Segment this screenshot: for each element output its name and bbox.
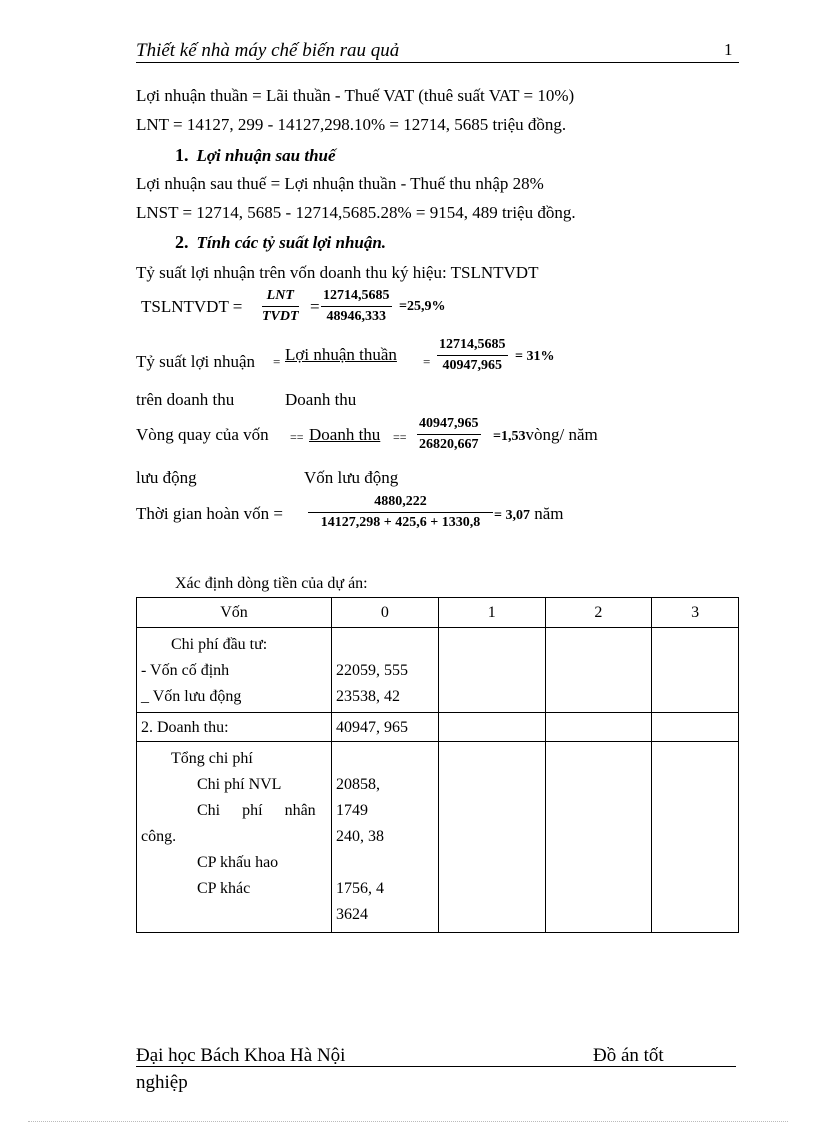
table-cell: [545, 742, 652, 933]
formula4-lhs: Thời gian hoàn vốn =: [136, 504, 283, 523]
table-cell: [331, 713, 438, 742]
table-header-row: [137, 598, 739, 628]
cell-line: 23538, 42: [335, 688, 400, 705]
page-header-title: Thiết kế nhà máy chế biến rau quả: [136, 40, 400, 61]
cell-line: [336, 632, 434, 658]
table-cell: [438, 713, 545, 742]
cell-line: 3624: [335, 906, 368, 923]
equals-sign: =: [423, 354, 431, 369]
formula2-lhs: Tỷ suất lợi nhuận: [136, 352, 255, 371]
table-header-cell: 3: [652, 598, 739, 628]
section-heading-2: [175, 232, 386, 253]
header-rule: [136, 62, 739, 63]
cell-line: 40947, 965: [335, 719, 408, 736]
cell-line: CP khấu hao: [197, 854, 279, 871]
formula3-result: =1,53: [493, 429, 526, 444]
fraction-numerator: 12714,5685: [437, 337, 508, 356]
formula3-word-denominator: Vốn lưu động: [304, 468, 399, 487]
formula1-symbol-fraction: [262, 288, 299, 325]
formula1-result: =25,9%: [399, 299, 446, 314]
equals-sign: ==: [290, 430, 304, 444]
fraction-numerator: LNT: [262, 288, 299, 307]
page-number: 1: [724, 40, 733, 59]
fraction-denominator: 26820,667: [419, 437, 479, 452]
formula2-word-denominator: Doanh thu: [285, 390, 357, 409]
table-cell: [545, 628, 652, 713]
formula4-result-line: [494, 504, 564, 524]
cell-line: Chi phí đầu tư:: [171, 636, 268, 653]
table-cell: [652, 628, 739, 713]
net-profit-calculation: LNT = 14127, 299 - 14127,298.10% = 12714, 5685 triệu đồng.: [136, 115, 567, 134]
formula2-value-fraction: [437, 337, 508, 374]
formula4-result: = 3,07: [494, 508, 530, 523]
cell-line: 1749: [335, 802, 368, 819]
table-cell: [438, 742, 545, 933]
table-header-cell: 0: [331, 598, 438, 628]
cell-spacer: [141, 902, 327, 928]
cell-line: [336, 746, 434, 772]
table-cell: [331, 742, 438, 933]
formula4-value-fraction: [308, 494, 493, 531]
table-cell: [438, 628, 545, 713]
equals-sign: =: [310, 297, 320, 316]
table-cell: [137, 628, 332, 713]
cell-line: - Vốn cố định: [141, 662, 230, 679]
footer-rule: [136, 1066, 736, 1067]
ratio-intro: Tỷ suất lợi nhuận trên vốn doanh thu ký hiệu: TSLNTVDT: [136, 263, 539, 282]
net-profit-definition: Lợi nhuận thuần = Lãi thuần - Thuế VAT (thuê suất VAT = 10%): [136, 86, 575, 105]
formula2-lhs-continuation: trên doanh thu: [136, 390, 235, 409]
page-bottom-divider: [28, 1121, 788, 1122]
cell-line: 1756, 4: [335, 880, 384, 897]
table-cell: [545, 713, 652, 742]
fraction-denominator: 48946,333: [326, 309, 386, 324]
formula4-unit: năm: [534, 504, 564, 523]
fraction-numerator: 12714,5685: [321, 288, 392, 307]
fraction-denominator: 40947,965: [442, 358, 502, 373]
fraction-denominator: TVDT: [262, 309, 299, 324]
table-cell: [331, 628, 438, 713]
cell-line: Chi phí nhân: [197, 802, 316, 819]
formula2-word-numerator: Lợi nhuận thuần: [285, 345, 397, 364]
formula3-lhs: Vòng quay của vốn: [136, 425, 269, 444]
table-row: [137, 713, 739, 742]
table-header-cell: Vốn: [137, 598, 332, 628]
formula1-lhs: TSLNTVDT =: [141, 297, 243, 316]
fraction-numerator: 4880,222: [308, 494, 493, 513]
after-tax-definition: Lợi nhuận sau thuế = Lợi nhuận thuần - Thuế thu nhập 28%: [136, 174, 544, 193]
section-number: 1.: [175, 145, 189, 165]
table-header-cell: 2: [545, 598, 652, 628]
formula1-value-fraction: [321, 288, 392, 325]
formula3-value-fraction: [417, 416, 481, 453]
formula3-lhs-continuation: lưu động: [136, 468, 197, 487]
table-row: [137, 742, 739, 933]
equals-sign: ==: [393, 430, 407, 444]
table-caption: Xác định dòng tiền của dự án:: [175, 575, 368, 592]
footer-university: Đại học Bách Khoa Hà Nội: [136, 1045, 346, 1066]
section-heading-1: [175, 145, 336, 166]
cashflow-table: [136, 597, 739, 933]
table-header-cell: 1: [438, 598, 545, 628]
table-cell: [137, 713, 332, 742]
formula3-word-numerator: Doanh thu: [309, 425, 381, 444]
cell-line: _ Vốn lưu động: [141, 688, 242, 705]
formula3-result-line: [493, 425, 598, 445]
formula2-result: = 31%: [515, 349, 555, 364]
section-number: 2.: [175, 232, 189, 252]
footer-project-label: Đồ án tốt: [593, 1045, 664, 1066]
table-row: [137, 628, 739, 713]
equals-sign: =: [273, 354, 281, 369]
fraction-numerator: 40947,965: [417, 416, 481, 435]
cell-line: 2. Doanh thu:: [141, 719, 229, 736]
formula3-unit: vòng/ năm: [525, 425, 598, 444]
table-cell: [652, 713, 739, 742]
fraction-denominator: 14127,298 + 425,6 + 1330,8: [320, 515, 481, 530]
cell-line: công.: [141, 828, 177, 845]
section-title: Lợi nhuận sau thuế: [196, 146, 336, 165]
cell-line: 20858,: [335, 776, 380, 793]
cell-line: Chi phí NVL: [197, 776, 282, 793]
section-title: Tính các tỷ suất lợi nhuận.: [196, 233, 387, 252]
cell-line: CP khác: [197, 880, 251, 897]
footer-project-label-continuation: nghiệp: [136, 1072, 188, 1093]
table-cell: [137, 742, 332, 933]
after-tax-calculation: LNST = 12714, 5685 - 12714,5685.28% = 9154, 489 triệu đồng.: [136, 203, 576, 222]
cell-line: 22059, 555: [335, 662, 408, 679]
table-cell: [652, 742, 739, 933]
cell-line: Tổng chi phí: [171, 750, 253, 767]
cell-line: [336, 850, 434, 876]
cell-line: 240, 38: [335, 828, 384, 845]
